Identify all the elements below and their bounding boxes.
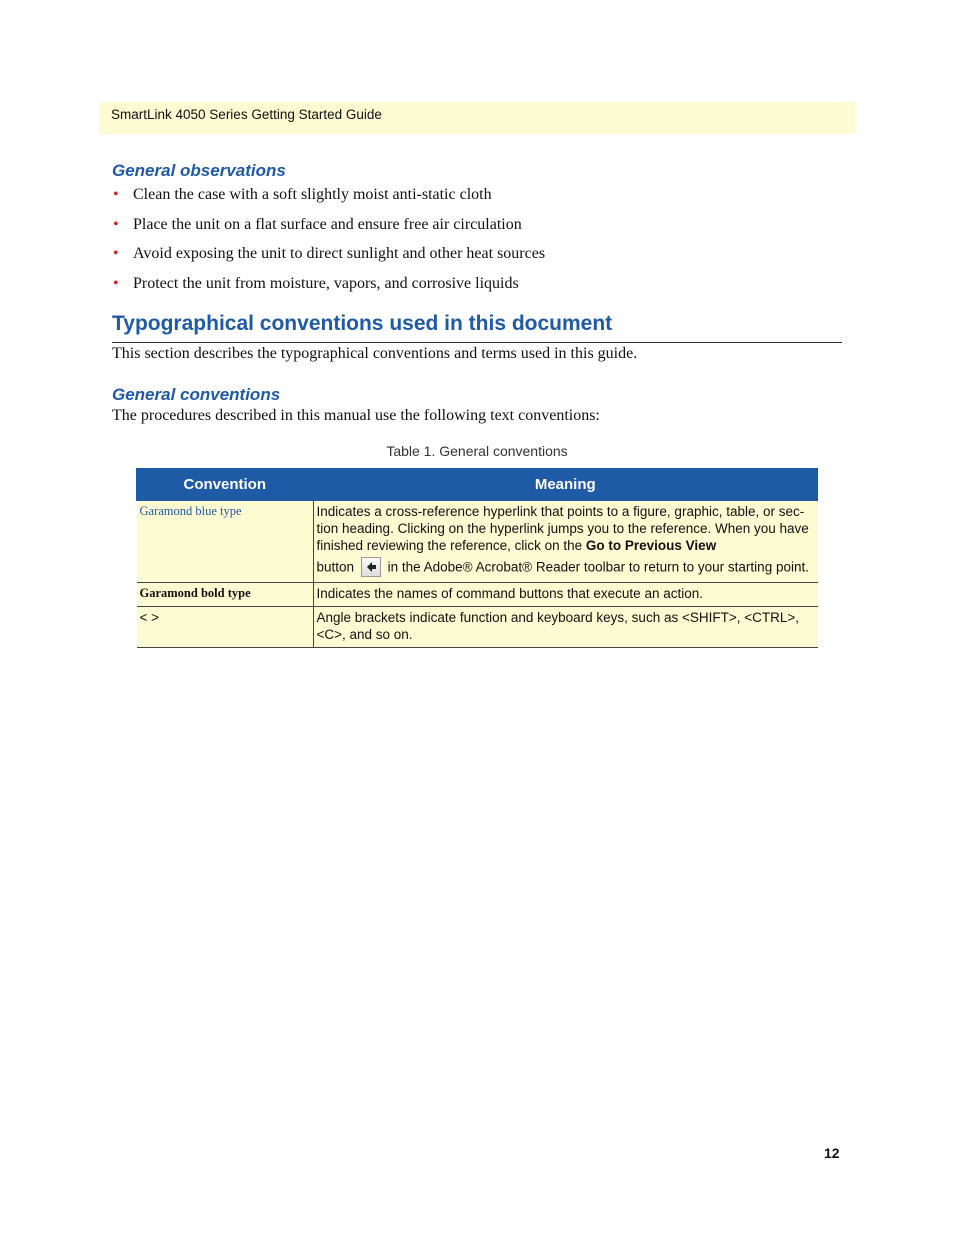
list-item: • Avoid exposing the unit to direct sunlight and other heat sources — [112, 241, 545, 271]
convention-cell[interactable] — [137, 501, 314, 583]
go-to-previous-view-label: Go to Previous View — [585, 538, 717, 553]
table-row — [137, 501, 818, 583]
typographical-conventions-heading: Typographical conventions used in this document — [112, 310, 842, 343]
list-item: • Place the unit on a flat surface and ensure free air circulation — [112, 212, 545, 242]
general-observations-heading: General observations — [112, 161, 286, 180]
convention-cell: < > — [137, 607, 314, 648]
previous-view-icon — [361, 557, 381, 577]
column-header-convention: Convention — [137, 469, 314, 501]
list-item: • Protect the unit from moisture, vapors, and corrosive liquids — [112, 271, 545, 301]
conventions-table — [136, 468, 818, 648]
meaning-cell: Angle brackets indicate function and keyboard keys, such as <SHIFT>, <CTRL>, <C>, and so on. — [313, 607, 818, 648]
convention-cell: Garamond bold type — [137, 583, 314, 607]
page-number: 12 — [824, 1145, 840, 1161]
observations-list — [112, 182, 545, 300]
bullet-icon: • — [113, 245, 119, 262]
table-row — [137, 607, 818, 648]
blue-type-link[interactable]: Garamond blue type — [139, 504, 242, 518]
column-header-meaning: Meaning — [313, 469, 818, 501]
header-title: SmartLink 4050 Series Getting Started Guide — [111, 107, 382, 122]
meaning-cell: Indicates the names of command buttons that execute an action. — [313, 583, 818, 607]
table-row — [137, 583, 818, 607]
list-item: • Clean the case with a soft slightly moist anti-static cloth — [112, 182, 545, 212]
general-conventions-intro: The procedures described in this manual use the following text conventions: — [112, 407, 600, 424]
bullet-icon: • — [113, 274, 119, 292]
table-header-row — [137, 469, 818, 501]
meaning-cell: Indicates a cross-reference hyperlink that points to a figure, graphic, table, or sec-tion heading. Clicking on the hyperlink jumps you to the reference. When you have finished reviewing the reference, click on the Go to Previous View button in the Adobe® Acrobat® Reader toolbar to return to your starting point. — [313, 501, 818, 583]
typographical-intro: This section describes the typographical conventions and terms used in this guide. — [112, 345, 638, 362]
table-caption: Table 1. General conventions — [386, 443, 568, 459]
bullet-icon: • — [113, 215, 119, 233]
general-conventions-heading: General conventions — [112, 385, 281, 404]
bullet-icon: • — [113, 186, 119, 203]
running-header — [99, 102, 855, 134]
